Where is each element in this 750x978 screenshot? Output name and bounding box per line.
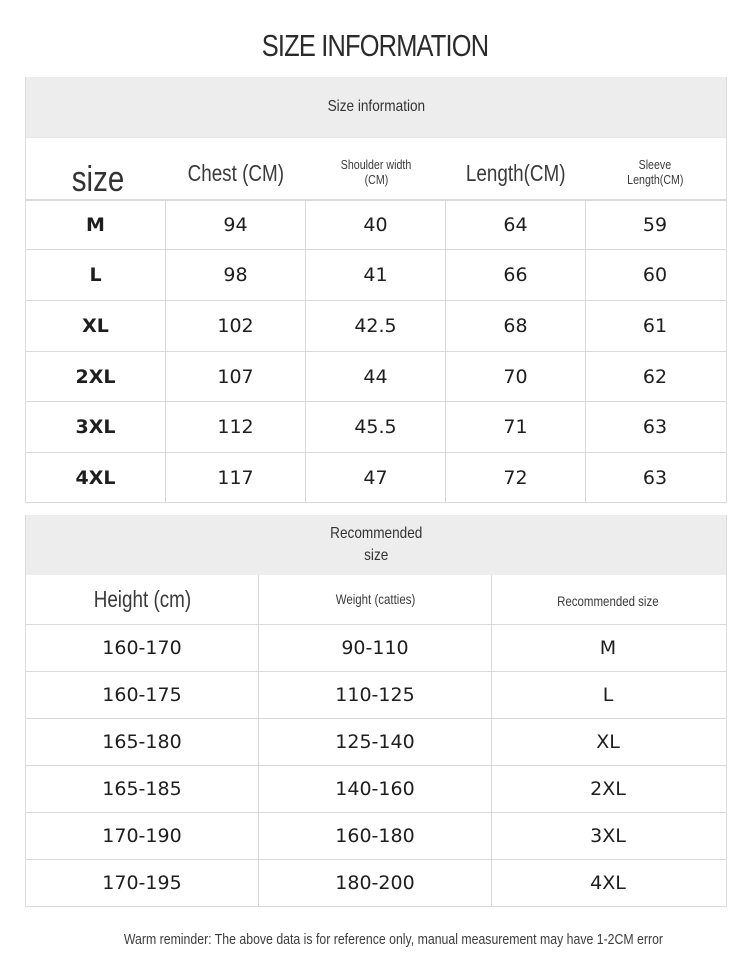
chest-cell: 107 <box>166 352 306 401</box>
table-row <box>26 250 726 301</box>
recommend-table-caption <box>26 515 726 575</box>
sleeve-cell: 61 <box>642 315 668 337</box>
length-cell: 72 <box>446 453 586 502</box>
shoulder-cell: 45.5 <box>306 402 446 452</box>
header-shoulder <box>306 138 446 199</box>
recommend-table-header-row <box>26 575 726 625</box>
recommended-size-cell: 3XL <box>590 825 626 847</box>
size-cell: L <box>26 250 166 300</box>
chest-cell: 112 <box>166 402 306 452</box>
header-size <box>26 138 166 199</box>
header-length-text: Length(CM) <box>466 160 566 187</box>
header-length <box>446 138 586 199</box>
chest-cell: 102 <box>166 301 306 351</box>
header-height-text: Height (cm) <box>93 586 191 613</box>
table-row <box>26 402 726 453</box>
height-cell: 170-190 <box>26 813 259 859</box>
length-cell: 68 <box>446 301 586 351</box>
length-cell: 64 <box>446 201 586 249</box>
shoulder-cell: 41 <box>306 250 446 300</box>
height-cell: 165-185 <box>26 766 259 812</box>
table-row <box>26 766 726 813</box>
shoulder-cell: 47 <box>306 453 446 502</box>
shoulder-cell: 42.5 <box>306 301 446 351</box>
sleeve-cell: 63 <box>642 416 668 438</box>
height-cell: 160-170 <box>26 625 259 671</box>
header-weight-text: Weight (catties) <box>335 591 415 608</box>
header-weight <box>259 575 492 624</box>
recommended-size-table <box>25 515 727 907</box>
size-table-header-row <box>26 137 726 200</box>
size-information-table <box>25 77 727 503</box>
size-cell: 4XL <box>26 453 166 502</box>
header-shoulder-line2: (CM) <box>364 171 388 187</box>
weight-cell: 140-160 <box>259 766 492 812</box>
table-row <box>26 719 726 766</box>
table-row <box>26 860 726 907</box>
table-row <box>26 352 726 402</box>
header-size-text: size <box>71 157 125 199</box>
page-title: SIZE INFORMATION <box>261 28 489 63</box>
header-sleeve <box>586 138 724 199</box>
recommended-size-cell: 4XL <box>590 872 626 894</box>
length-cell: 71 <box>446 402 586 452</box>
table-row <box>26 200 726 250</box>
weight-cell: 90-110 <box>259 625 492 671</box>
weight-cell: 125-140 <box>259 719 492 765</box>
header-recommended-size-text: Recommended size <box>557 593 659 610</box>
footer-note: Warm reminder: The above data is for reference only, manual measurement may have 1-2CM error <box>123 931 664 948</box>
size-cell: 3XL <box>26 402 166 452</box>
recommend-caption-line1: Recommended <box>329 525 423 542</box>
size-table-caption <box>26 77 726 137</box>
table-row <box>26 625 726 672</box>
chest-cell: 94 <box>166 201 306 249</box>
header-shoulder-line1: Shoulder width <box>340 156 412 172</box>
shoulder-cell: 44 <box>306 352 446 401</box>
header-sleeve-line2: Length(CM) <box>626 171 684 187</box>
sleeve-cell: 62 <box>642 365 668 388</box>
recommended-size-cell: XL <box>596 731 620 753</box>
header-height <box>26 575 259 624</box>
size-table-caption-text: Size information <box>327 98 425 115</box>
table-row <box>26 453 726 503</box>
header-recommended-size <box>492 575 724 624</box>
size-cell: M <box>26 201 166 249</box>
table-row <box>26 813 726 860</box>
header-chest <box>166 138 306 199</box>
height-cell: 170-195 <box>26 860 259 906</box>
size-cell: 2XL <box>26 352 166 401</box>
length-cell: 66 <box>446 250 586 300</box>
height-cell: 165-180 <box>26 719 259 765</box>
recommended-size-cell: M <box>599 637 617 659</box>
sleeve-cell: 60 <box>642 264 668 286</box>
weight-cell: 110-125 <box>259 672 492 718</box>
size-cell: XL <box>26 301 166 351</box>
length-cell: 70 <box>446 352 586 401</box>
weight-cell: 160-180 <box>259 813 492 859</box>
recommend-caption-line2: size <box>363 547 389 564</box>
height-cell: 160-175 <box>26 672 259 718</box>
shoulder-cell: 40 <box>306 201 446 249</box>
header-chest-text: Chest (CM) <box>187 160 285 187</box>
table-row <box>26 672 726 719</box>
weight-cell: 180-200 <box>259 860 492 906</box>
chest-cell: 98 <box>166 250 306 300</box>
chest-cell: 117 <box>166 453 306 502</box>
sleeve-cell: 63 <box>642 466 668 489</box>
recommended-size-cell: 2XL <box>590 778 626 800</box>
recommended-size-cell: L <box>602 684 614 706</box>
sleeve-cell: 59 <box>642 214 668 236</box>
header-sleeve-line1: Sleeve <box>638 156 672 172</box>
table-row <box>26 301 726 352</box>
